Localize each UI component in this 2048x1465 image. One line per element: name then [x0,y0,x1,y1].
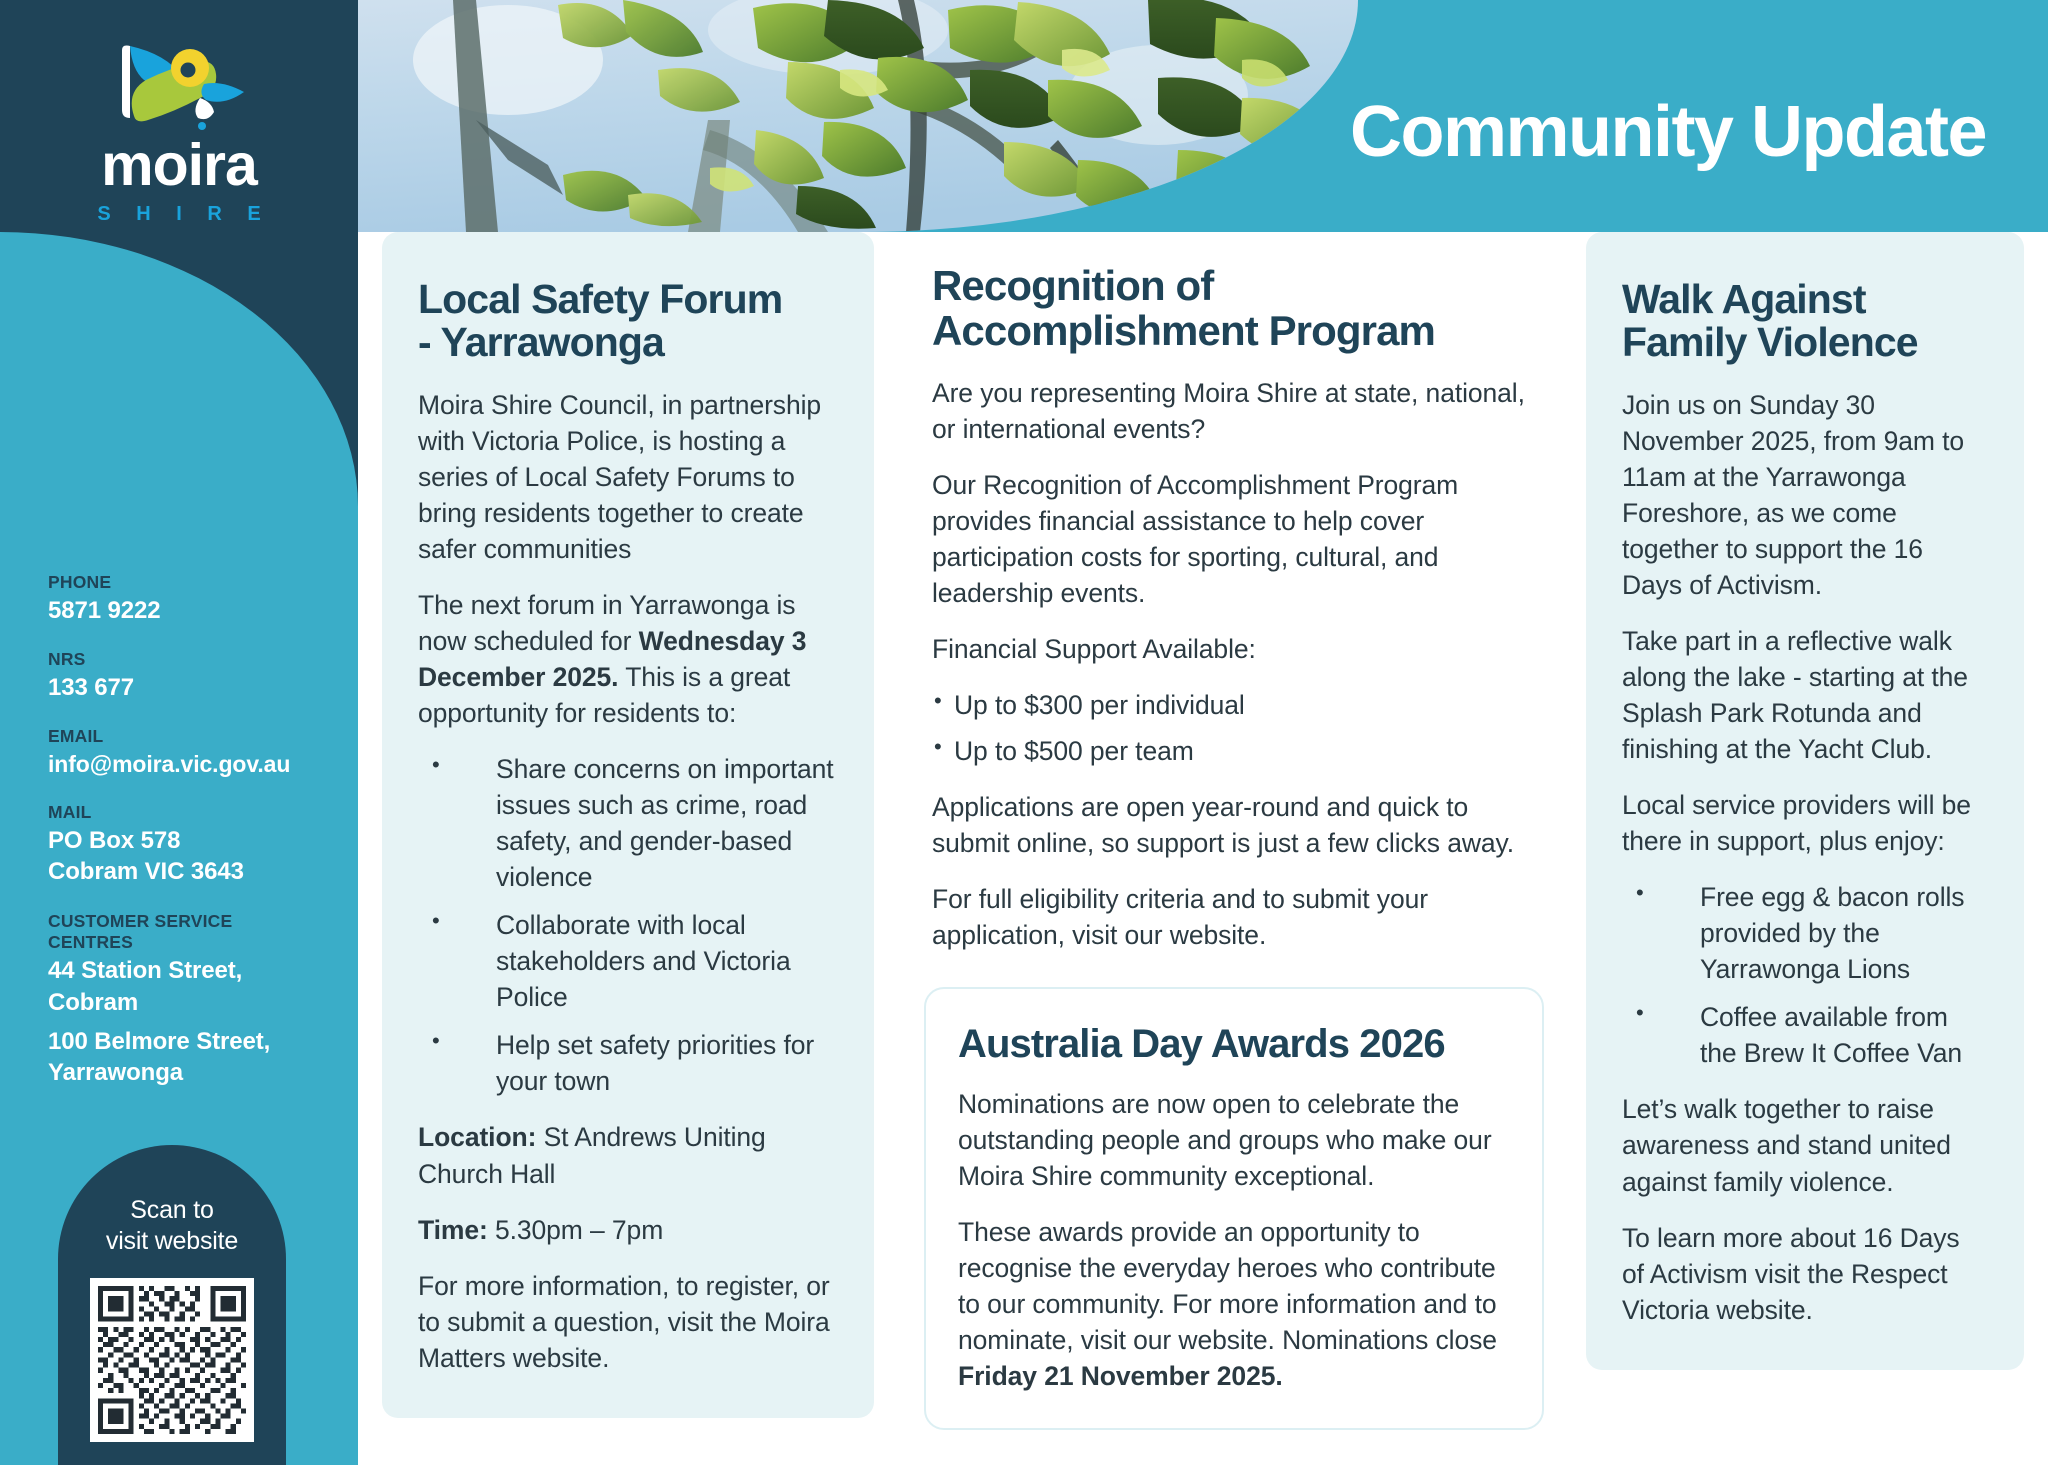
wav-title-line1: Walk Against [1622,276,1866,322]
contact-csc-addr1-line1: 44 Station Street, [48,957,243,985]
contact-phone-label: PHONE [48,572,112,592]
contact-mail-label: MAIL [48,802,92,823]
list-item: • Collaborate with local stakeholders and Victoria Police [418,907,838,1015]
moira-bird-logo-icon [104,40,254,132]
lsf-paragraph-1: Moira Shire Council, in partnership with Victoria Police, is hosting a series of Local Safety Forums to bring residents together to create safer communities [418,389,822,565]
qr-scan-panel[interactable] [58,1145,286,1465]
recognition-program-title [932,264,1536,353]
brand-name: moira [101,132,257,198]
lsf-p2-post: This is a great opportunity for residents to: [418,662,791,729]
list-item: • Share concerns on important issues such as crime, road safety, and gender-based violence [418,751,838,895]
lsf-time-value: 5.30pm – 7pm [487,1214,664,1245]
contact-mail-line1: PO Box 578 [48,827,181,855]
lsf-location-label: Location: [418,1122,537,1153]
list-item: • Help set safety priorities for your town [418,1027,838,1099]
australia-day-awards-title: Australia Day Awards 2026 [958,1022,1445,1067]
recognition-program-block [924,232,1544,953]
local-safety-forum-card [382,232,874,1418]
ada-p2-pre: These awards provide an opportunity to recognise the everyday heroes who contribute to our community. For more information and to nominate, visit our website. Nominations close [958,1216,1497,1356]
contact-email [48,726,318,778]
list-item: • Up to $500 per team [932,733,1536,769]
lsf-p2-date: Wednesday 3 December 2025. [418,626,807,693]
qr-caption-line1: Scan to [130,1196,214,1224]
walk-against-violence-card [1586,232,2024,1370]
contact-mail-line2: Cobram VIC 3643 [48,858,244,886]
list-item: • Free egg & bacon rolls provided by the Yarrawonga Lions [1622,879,1988,987]
wav-paragraph-5: To learn more about 16 Days of Activism visit the Respect Victoria website. [1622,1222,1960,1325]
contact-csc-addr2-line1: 100 Belmore Street, [48,1027,271,1055]
qr-caption-line2: visit website [105,1226,239,1255]
lsf-time [418,1212,838,1248]
column-local-safety-forum [382,232,874,1418]
contact-nrs-label: NRS [48,649,86,670]
lsf-time-label: Time: [418,1214,488,1245]
rap-title-line1: Recognition of [932,262,1214,309]
contact-mail [48,802,318,886]
list-item: • Coffee available from the Brew It Coffee Van [1622,999,1988,1071]
qr-code-image[interactable] [90,1278,254,1442]
brand-logo [0,40,358,240]
local-safety-forum-title [418,278,838,365]
wav-paragraph-3: Local service providers will be there in support, plus enjoy: [1622,790,1971,857]
contact-csc-label-line2: CENTRES [48,932,134,953]
rap-paragraph-4: Applications are open year-round and quick to submit online, so support is just a few clicks away. [932,792,1514,859]
list-item: • Up to $300 per individual [932,687,1536,723]
contact-service-centres [48,911,318,1017]
lsf-paragraph-2 [418,587,838,731]
content-area [358,232,2048,1465]
rap-support-list [932,687,1536,769]
rap-support-heading: Financial Support Available: [932,634,1256,665]
lsf-paragraph-3: For more information, to register, or to submit a question, visit the Moira Matters website. [418,1270,830,1373]
contact-email-value[interactable]: info@moira.vic.gov.au [48,751,291,778]
lsf-title-line2: - Yarrawonga [418,319,664,366]
wav-paragraph-4: Let’s walk together to raise awareness and stand united against family violence. [1622,1094,1951,1197]
brand-subtitle: S H I R E [97,203,271,225]
contact-phone [48,572,318,625]
qr-caption [106,1195,238,1256]
contact-nrs [48,649,318,702]
ada-paragraph-1: Nominations are now open to celebrate the outstanding people and groups who make our Moira Shire community exceptional. [958,1088,1492,1191]
ada-close-date: Friday 21 November 2025. [958,1361,1283,1392]
wav-bullet-list [1622,879,1988,1071]
australia-day-awards-box [924,987,1544,1430]
contact-csc-label-line1: CUSTOMER SERVICE [48,910,233,931]
contact-csc-addr1-line2: Cobram [48,988,139,1016]
column-walk-against-family-violence [1586,232,2024,1370]
rap-paragraph-2: Our Recognition of Accomplishment Program provides financial assistance to help cover participation costs for sporting, cultural, and leadership events. [932,470,1459,609]
rap-paragraph-5: For full eligibility criteria and to submit your application, visit our website. [932,884,1428,951]
contact-csc-addr2-line2: Yarrawonga [48,1059,184,1087]
wav-paragraph-2: Take part in a reflective walk along the lake - starting at the Splash Park Rotunda and finishing at the Yacht Club. [1622,626,1968,765]
column-recognition-program [924,232,1544,1430]
page-title: Community Update [1349,92,1986,172]
wav-title-line2: Family Violence [1622,319,1918,366]
contact-email-label: EMAIL [48,726,104,747]
contact-details [48,572,318,1111]
contact-nrs-value[interactable]: 133 677 [48,674,135,702]
wav-paragraph-1: Join us on Sunday 30 November 2025, from 9am to 11am at the Yarrawonga Foreshore, as we come together to support the 16 Days of Activism. [1622,389,1965,601]
contact-service-centre-two [48,1027,318,1088]
contact-phone-value[interactable]: 5871 9222 [48,596,161,624]
lsf-bullet-list [418,751,838,1099]
rap-title-line2: Accomplishment Program [932,306,1435,354]
lsf-title-line1: Local Safety Forum [418,276,783,322]
lsf-location [418,1119,838,1191]
ada-paragraph-2 [958,1214,1510,1394]
rap-paragraph-1: Are you representing Moira Shire at state, national, or international events? [932,378,1525,445]
lsf-p2-pre: The next forum in Yarrawonga is now scheduled for [418,590,796,657]
walk-against-violence-title [1622,278,1988,365]
lsf-location-value: St Andrews Uniting Church Hall [418,1122,766,1189]
